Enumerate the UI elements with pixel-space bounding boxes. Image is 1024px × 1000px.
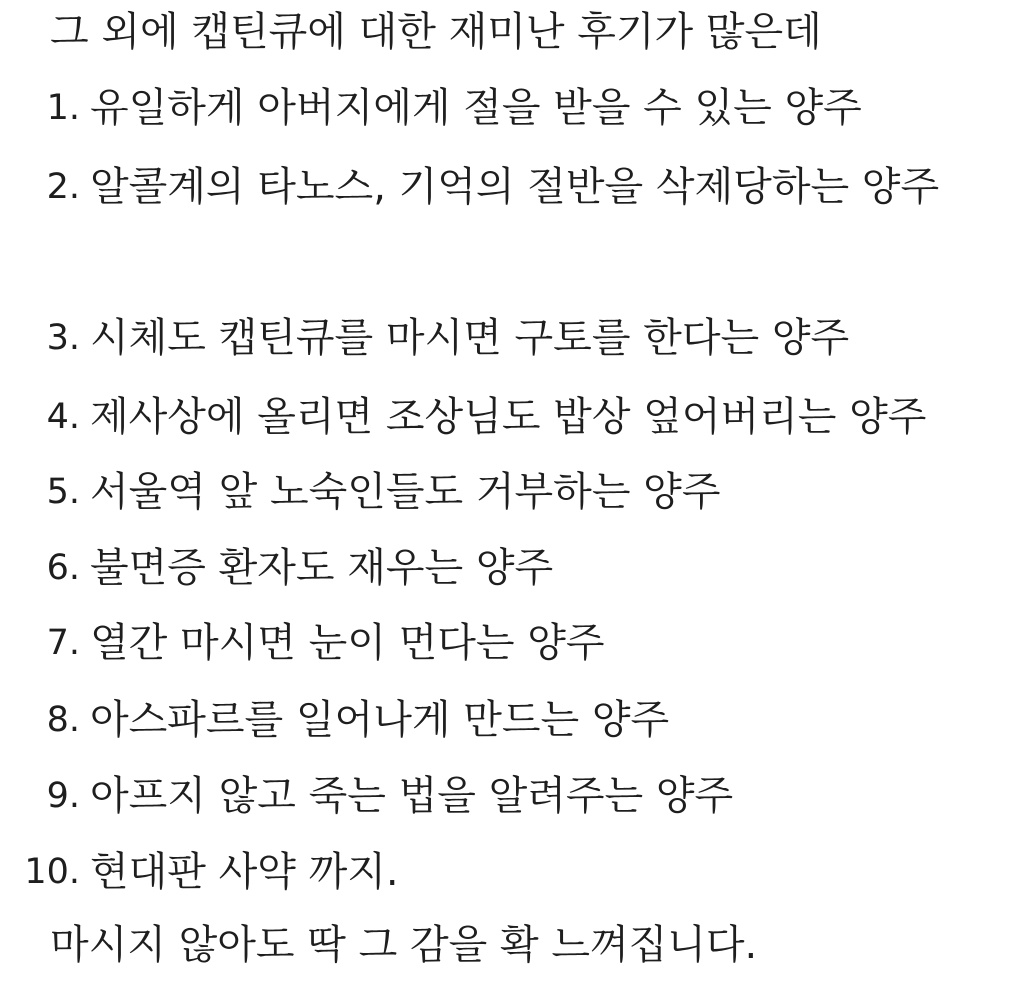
- intro-text: 그 외에 캡틴큐에 대한 재미난 후기가 많은데: [50, 9, 822, 55]
- item-number: 1.: [46, 88, 80, 128]
- item-text: 열간 마시면 눈이 먼다는 양주: [90, 620, 605, 666]
- item-number: 2.: [46, 167, 80, 207]
- list-item: [0, 452, 1024, 532]
- item-text: 아스파르를 일어나게 만드는 양주: [90, 697, 670, 743]
- list-item: [0, 147, 1024, 227]
- list-item: [0, 377, 1024, 457]
- item-number: 9.: [46, 776, 80, 816]
- item-number: 10.: [24, 852, 80, 892]
- item-text: 서울역 앞 노숙인들도 거부하는 양주: [90, 469, 721, 515]
- item-text: 유일하게 아버지에게 절을 받을 수 있는 양주: [90, 85, 862, 131]
- outro-text: 마시지 않아도 딱 그 감을 확 느껴집니다.: [50, 922, 758, 968]
- item-text: 불면증 환자도 재우는 양주: [90, 545, 554, 591]
- item-text: 시체도 캡틴큐를 마시면 구토를 한다는 양주: [90, 315, 850, 361]
- item-number: 4.: [46, 397, 80, 437]
- list-item: [0, 68, 1024, 148]
- list-item: [0, 528, 1024, 608]
- item-number: 3.: [46, 318, 80, 358]
- list-item: [0, 603, 1024, 683]
- list-item: [0, 298, 1024, 378]
- item-text: 알콜계의 타노스, 기억의 절반을 삭제당하는 양주: [90, 164, 940, 210]
- item-number: 7.: [46, 623, 80, 663]
- list-item: [0, 832, 1024, 912]
- item-text: 제사상에 올리면 조상님도 밥상 엎어버리는 양주: [90, 394, 927, 440]
- item-number: 8.: [46, 700, 80, 740]
- item-text: 아프지 않고 죽는 법을 알려주는 양주: [90, 773, 734, 819]
- item-number: 5.: [46, 472, 80, 512]
- item-text: 현대판 사약 까지.: [90, 849, 399, 895]
- list-item: [0, 680, 1024, 760]
- list-item: [0, 756, 1024, 836]
- item-number: 6.: [46, 548, 80, 588]
